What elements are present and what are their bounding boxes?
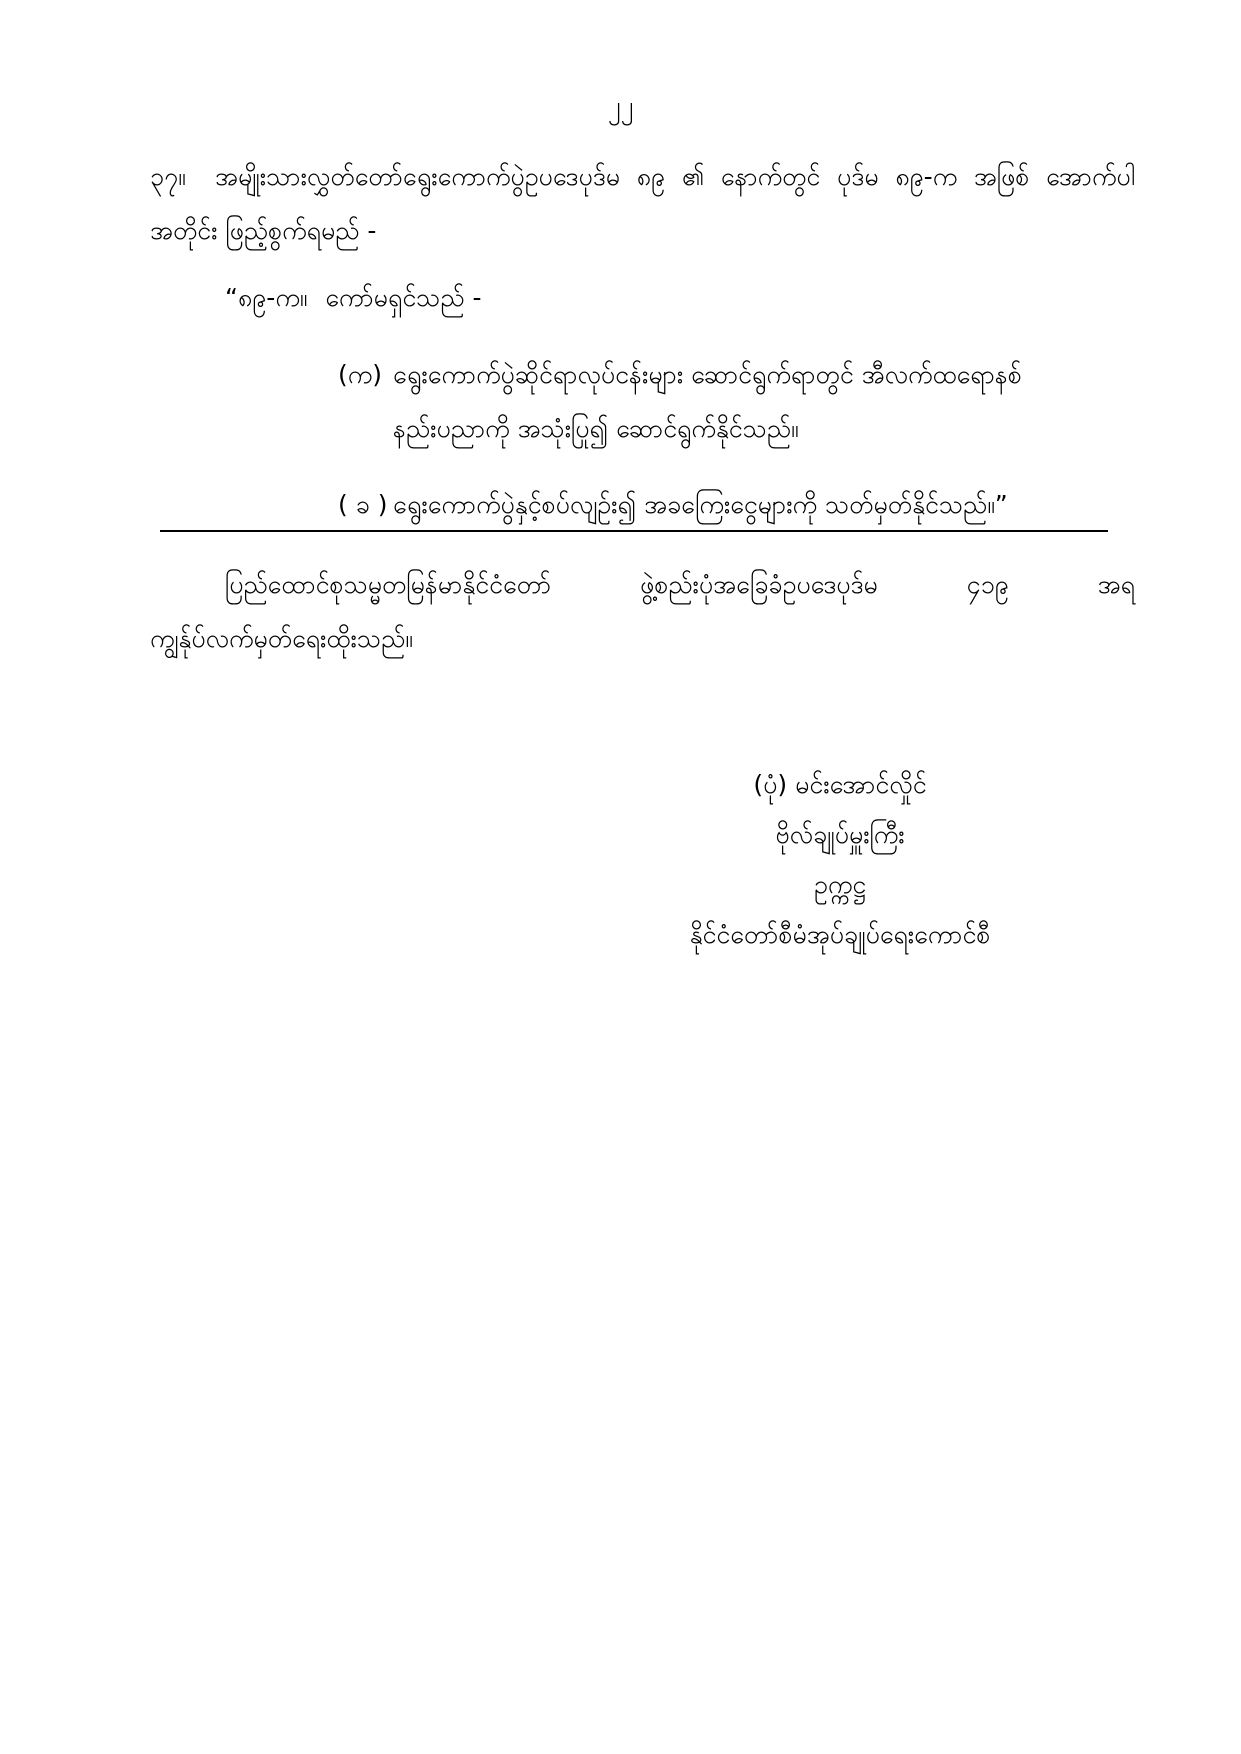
closing-part-4: အရ (1097, 570, 1135, 599)
page-number: ၂၂ (607, 91, 634, 121)
closing-part-3: ၄၁၉ (966, 570, 1009, 599)
clause-text-line: ရွေးကောက်ပွဲဆိုင်ရာလုပ်ငန်းများ ဆောင်ရွက်ရာတွင် အီလက်ထရောနစ် (393, 360, 1022, 389)
section-37-paragraph (150, 150, 1135, 258)
closing-line-2: ကျွန်ုပ်လက်မှတ်ရေးထိုးသည်။ (150, 624, 413, 653)
section-text: အမျိုးသားလွှတ်တော်ရွေးကောက်ပွဲဥပဒေပုဒ်မ ၈၉ ၏ နောက်တွင် ပုဒ်မ ၈၉-က အဖြစ် အောက်ပါအတိုင်း ဖြည့်စွက်ရမည် - (150, 162, 1135, 245)
clause-text-line: ရွေးကောက်ပွဲနှင့်စပ်လျဉ်း၍ အခကြေးငွေများကို သတ်မှတ်နိုင်သည်။” (393, 490, 1008, 519)
signatory-rank: ဗိုလ်ချုပ်မှူးကြီး (775, 820, 905, 849)
divider-line (160, 530, 1108, 532)
clause-mark: ( ခ ) (338, 490, 388, 519)
inserted-section-number: “၈၉-က။ (225, 283, 308, 312)
inserted-section-heading-text: ကော်မရှင်သည် - (325, 283, 482, 312)
signature-block (680, 760, 1000, 960)
clause-kha (338, 478, 1138, 532)
closing-part-2: ဖွဲ့စည်းပုံအခြေခံဥပဒေပုဒ်မ (640, 570, 878, 599)
section-number: ၃၇။ (150, 162, 186, 191)
clause-ka (338, 348, 1138, 456)
clause-mark: (က) (338, 360, 382, 389)
closing-line-1 (150, 558, 1135, 612)
signatory-name: (ပုံ) မင်းအောင်လှိုင် (753, 770, 927, 799)
closing-paragraph (150, 558, 1135, 666)
closing-part-1: ပြည်ထောင်စုသမ္မတမြန်မာနိုင်ငံတော် (225, 570, 552, 599)
clause-text-continuation: နည်းပညာကို အသုံးပြု၍ ဆောင်ရွက်နိုင်သည်။ (393, 414, 799, 443)
signatory-council: နိုင်ငံတော်စီမံအုပ်ချုပ်ရေးကောင်စီ (689, 920, 991, 949)
inserted-section-heading (225, 278, 482, 318)
signatory-title: ဥက္ကဋ္ဌ (814, 870, 866, 899)
